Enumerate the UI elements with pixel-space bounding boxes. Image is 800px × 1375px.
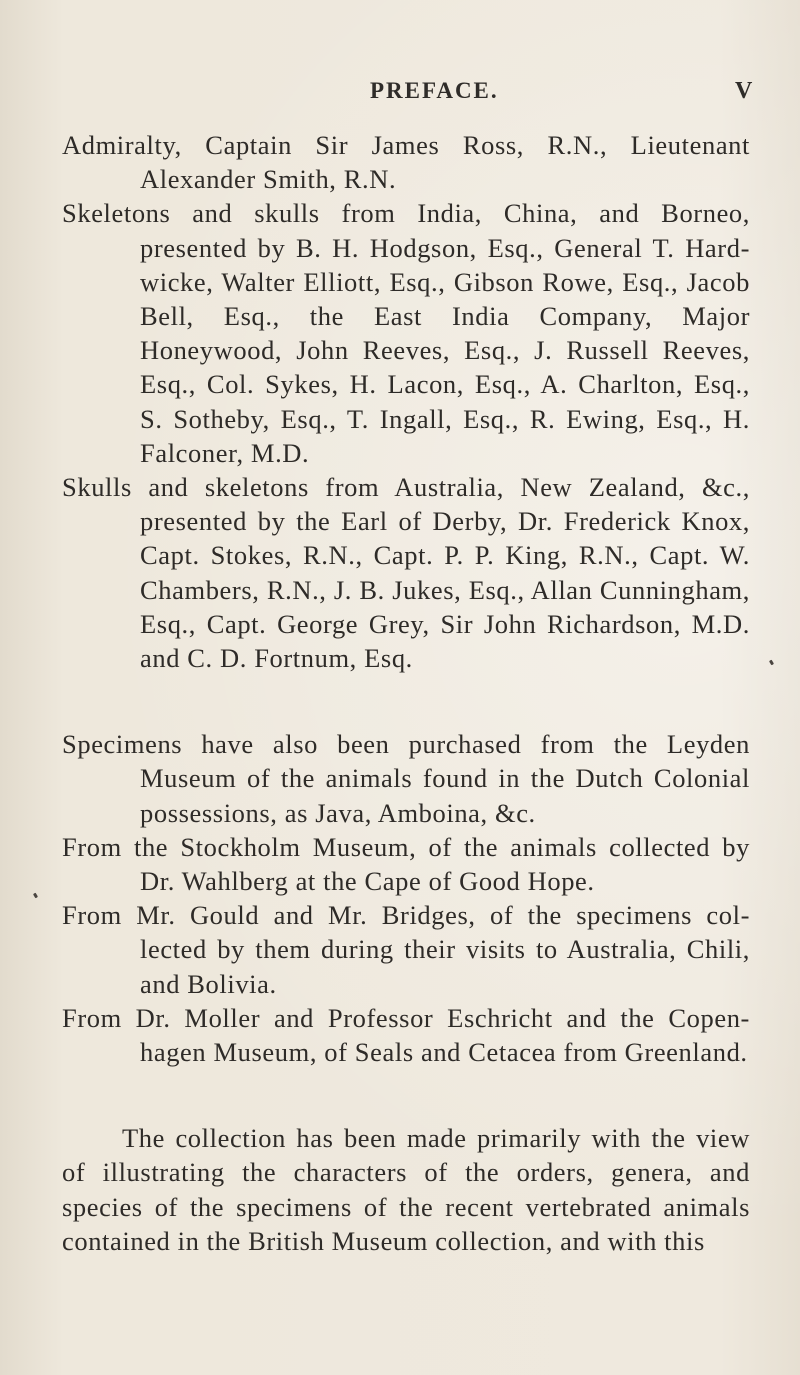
closing-paragraph: The collection has been made primarily with the view of illustrating the characters of the orders, genera, and species of the specimens of the recent vertebrated animals contained in the British Museum collection, and with this <box>62 1123 750 1256</box>
section-gap <box>62 675 750 727</box>
running-head: PREFACE. <box>370 78 499 103</box>
paper-speck <box>33 893 38 899</box>
paper-speck <box>769 660 774 666</box>
entry-leyden-museum: Specimens have also been purchased from the Leyden Museum of the animals found in the Dutch Colonial possessions, as Java, Amboina, &c. <box>62 729 750 828</box>
entry-admiralty-continuation: Admiralty, Captain Sir James Ross, R.N., Lieutenant Alexander Smith, R.N. <box>62 130 750 195</box>
entry-copenhagen-museum: From Dr. Moller and Professor Eschricht and the Copen-hagen Museum, of Seals and Cetacea from Greenland. <box>62 1002 750 1068</box>
entry-australia-new-zealand: Skulls and skeletons from Australia, New Zealand, &c., presented by the Earl of Derby, Dr. Frederick Knox, Capt. Stokes, R.N., Capt. P. P. King, R.N., Capt. W. Chambers, R.N., J. B. Jukes, Esq., Allan Cunningham, Esq., Capt. George Grey, Sir John Richardson, M.D. and C. D. Fortnum, Esq. <box>62 472 750 674</box>
page-body <box>62 128 750 1258</box>
entry-india-china-borneo: Skeletons and skulls from India, China, and Borneo, presented by B. H. Hodgson, Esq., General T. Hard-wicke, Walter Elliott, Esq., Gibson Rowe, Esq., Jacob Bell, Esq., the East India Company, Major Honeywood, John Reeves, Esq., J. Russell Reeves, Esq., Col. Sykes, H. Lacon, Esq., A. Charlton, Esq., S. Sotheby, Esq., T. Ingall, Esq., R. Ewing, Esq., H. Falconer, M.D. <box>62 198 750 468</box>
entry-stockholm-museum: From the Stockholm Museum, of the animals collected by Dr. Wahlberg at the Cape of Good Hope. <box>62 831 750 897</box>
section-gap <box>62 1069 750 1121</box>
entry-gould-bridges: From Mr. Gould and Mr. Bridges, of the specimens col-lected by them during their visits to Australia, Chili, and Bolivia. <box>62 900 750 999</box>
page-number: V <box>735 78 753 104</box>
page-header <box>0 78 800 108</box>
